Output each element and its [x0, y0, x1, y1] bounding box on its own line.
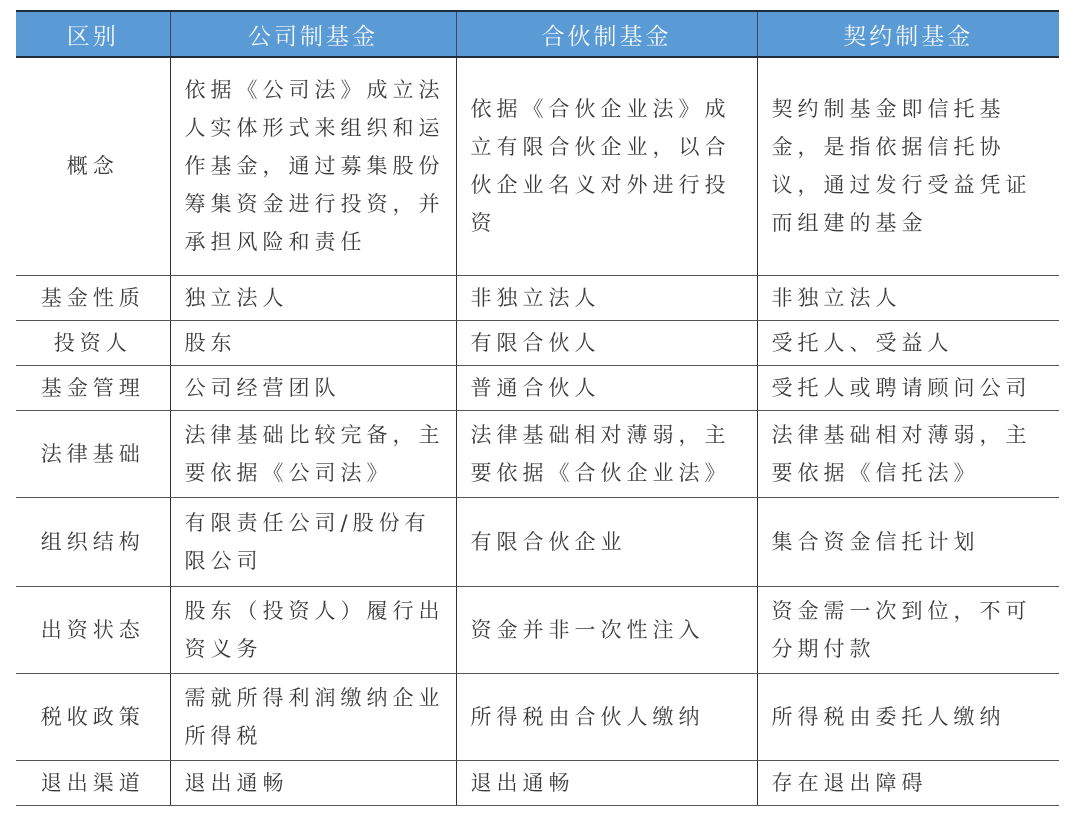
cell-partnership: 非独立法人: [456, 275, 757, 320]
cell-contractual: 受托人、受益人: [757, 320, 1059, 365]
cell-contractual: 非独立法人: [757, 275, 1059, 320]
cell-partnership: 资金并非一次性注入: [456, 586, 757, 673]
cell-contractual: 法律基础相对薄弱，主要依据《信托法》: [757, 410, 1059, 497]
cell-corporate: 公司经营团队: [170, 365, 456, 410]
fund-comparison-table: [16, 10, 1059, 806]
row-label: 概念: [16, 57, 170, 275]
header-corporate-fund: 公司制基金: [170, 11, 456, 57]
cell-partnership: 依据《合伙企业法》成立有限合伙企业，以合伙企业名义对外进行投资: [456, 57, 757, 275]
table-row: [16, 760, 1059, 805]
table-row: [16, 320, 1059, 365]
cell-partnership: 有限合伙企业: [456, 497, 757, 586]
table-body: [16, 57, 1059, 805]
table-row: [16, 57, 1059, 275]
cell-contractual: 集合资金信托计划: [757, 497, 1059, 586]
cell-contractual: 所得税由委托人缴纳: [757, 673, 1059, 760]
row-label: 基金性质: [16, 275, 170, 320]
row-label: 退出渠道: [16, 760, 170, 805]
table-header: [16, 11, 1059, 57]
header-contractual-fund: 契约制基金: [757, 11, 1059, 57]
cell-partnership: 所得税由合伙人缴纳: [456, 673, 757, 760]
cell-corporate: 独立法人: [170, 275, 456, 320]
cell-partnership: 普通合伙人: [456, 365, 757, 410]
row-label: 出资状态: [16, 586, 170, 673]
table-row: [16, 673, 1059, 760]
cell-corporate: 依据《公司法》成立法人实体形式来组织和运作基金，通过募集股份筹集资金进行投资，并承担风险和责任: [170, 57, 456, 275]
cell-corporate: 退出通畅: [170, 760, 456, 805]
cell-partnership: 有限合伙人: [456, 320, 757, 365]
header-difference: 区别: [16, 11, 170, 57]
header-partnership-fund: 合伙制基金: [456, 11, 757, 57]
row-label: 税收政策: [16, 673, 170, 760]
cell-contractual: 存在退出障碍: [757, 760, 1059, 805]
table-row: [16, 497, 1059, 586]
cell-corporate: 有限责任公司/股份有限公司: [170, 497, 456, 586]
cell-corporate: 股东（投资人）履行出资义务: [170, 586, 456, 673]
table-row: [16, 586, 1059, 673]
table-row: [16, 275, 1059, 320]
cell-corporate: 股东: [170, 320, 456, 365]
cell-partnership: 法律基础相对薄弱，主要依据《合伙企业法》: [456, 410, 757, 497]
row-label: 组织结构: [16, 497, 170, 586]
cell-contractual: 资金需一次到位，不可分期付款: [757, 586, 1059, 673]
row-label: 投资人: [16, 320, 170, 365]
cell-contractual: 契约制基金即信托基金，是指依据信托协议，通过发行受益凭证而组建的基金: [757, 57, 1059, 275]
header-row: [16, 11, 1059, 57]
table-row: [16, 410, 1059, 497]
cell-corporate: 法律基础比较完备，主要依据《公司法》: [170, 410, 456, 497]
cell-partnership: 退出通畅: [456, 760, 757, 805]
row-label: 基金管理: [16, 365, 170, 410]
table-row: [16, 365, 1059, 410]
cell-contractual: 受托人或聘请顾问公司: [757, 365, 1059, 410]
cell-corporate: 需就所得利润缴纳企业所得税: [170, 673, 456, 760]
row-label: 法律基础: [16, 410, 170, 497]
